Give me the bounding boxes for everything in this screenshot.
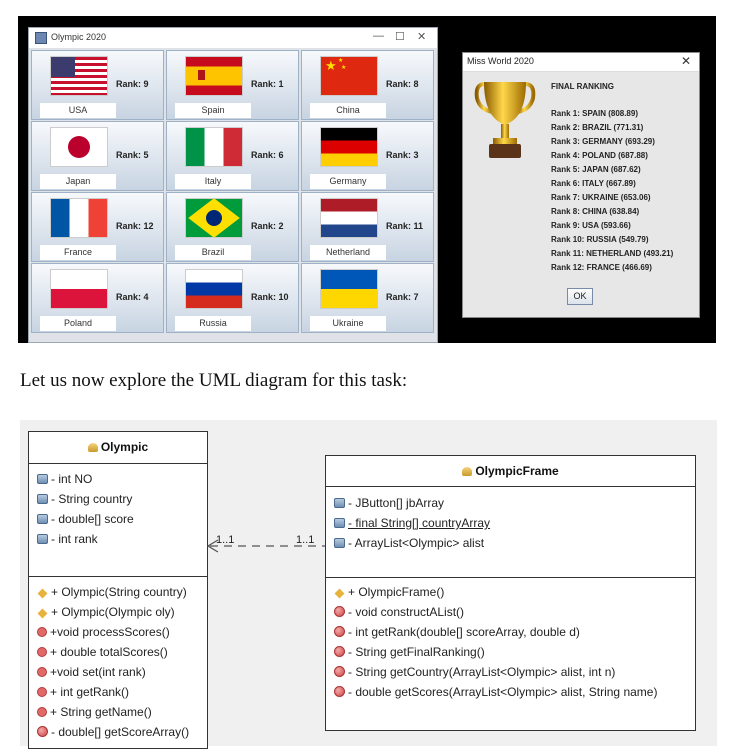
rank-label: Rank: 3 bbox=[386, 150, 419, 160]
uml-diagram bbox=[20, 420, 717, 746]
france-flag-icon bbox=[50, 198, 108, 238]
flag-frame bbox=[316, 196, 380, 242]
country-button-poland[interactable] bbox=[31, 263, 164, 333]
uml-method: + double totalScores() bbox=[37, 645, 168, 659]
class-icon bbox=[462, 467, 472, 476]
olympic-window-title: Olympic 2020 bbox=[51, 32, 107, 42]
flag-frame bbox=[316, 125, 380, 171]
private-method-icon bbox=[334, 666, 345, 677]
olympicframe-class-name: OlympicFrame bbox=[475, 464, 559, 478]
country-label: Ukraine bbox=[310, 316, 386, 331]
private-method-icon bbox=[334, 686, 345, 697]
brazil-flag-icon bbox=[185, 198, 243, 238]
rank-label: Rank: 8 bbox=[386, 79, 419, 89]
flag-frame bbox=[46, 54, 110, 100]
uml-method: +void processScores() bbox=[37, 625, 170, 639]
field-icon bbox=[37, 474, 48, 484]
ranking-line: Rank 7: UKRAINE (653.06) bbox=[551, 193, 651, 202]
uml-field: - ArrayList<Olympic> alist bbox=[334, 536, 484, 550]
constructor-icon bbox=[335, 589, 345, 599]
flag-frame bbox=[181, 267, 245, 313]
olympic-window bbox=[28, 27, 438, 343]
rank-label: Rank: 12 bbox=[116, 221, 154, 231]
field-icon bbox=[334, 498, 345, 508]
private-method-icon bbox=[334, 626, 345, 637]
constructor-icon bbox=[38, 589, 48, 599]
method-icon bbox=[37, 687, 47, 697]
rank-label: Rank: 2 bbox=[251, 221, 284, 231]
germany-flag-icon bbox=[320, 127, 378, 167]
country-button-japan[interactable] bbox=[31, 121, 164, 191]
caption-text: Let us now explore the UML diagram for this task: bbox=[20, 370, 408, 391]
uml-field: - JButton[] jbArray bbox=[334, 496, 444, 510]
uml-field: - final String[] countryArray bbox=[334, 516, 490, 530]
spain-flag-icon bbox=[185, 56, 243, 96]
close-icon[interactable]: ✕ bbox=[680, 54, 691, 68]
country-button-usa[interactable] bbox=[31, 50, 164, 120]
country-button-brazil[interactable] bbox=[166, 192, 299, 262]
country-label: Japan bbox=[40, 174, 116, 189]
private-method-icon bbox=[334, 606, 345, 617]
uml-method: - int getRank(double[] scoreArray, double d) bbox=[334, 625, 580, 639]
olympicframe-class-box bbox=[325, 455, 696, 731]
uml-method: + Olympic(Olympic oly) bbox=[37, 605, 175, 619]
class-icon bbox=[88, 443, 98, 452]
ukraine-flag-icon bbox=[320, 269, 378, 309]
uml-method: - void constructAList() bbox=[334, 605, 464, 619]
uml-method: + Olympic(String country) bbox=[37, 585, 187, 599]
private-method-icon bbox=[334, 646, 345, 657]
method-icon bbox=[37, 707, 47, 717]
uml-method: - double getScores(ArrayList<Olympic> alist, String name) bbox=[334, 685, 657, 699]
flag-frame bbox=[46, 267, 110, 313]
ranking-line: Rank 1: SPAIN (808.89) bbox=[551, 109, 638, 118]
country-button-russia[interactable] bbox=[166, 263, 299, 333]
country-label: Russia bbox=[175, 316, 251, 331]
ranking-line: Rank 2: BRAZIL (771.31) bbox=[551, 123, 644, 132]
maximize-icon[interactable]: ☐ bbox=[395, 31, 405, 43]
rank-label: Rank: 10 bbox=[251, 292, 289, 302]
country-label: Germany bbox=[310, 174, 386, 189]
ranking-line: Rank 5: JAPAN (687.62) bbox=[551, 165, 641, 174]
miss-world-body bbox=[463, 72, 699, 317]
country-label: Brazil bbox=[175, 245, 251, 260]
uml-method: + OlympicFrame() bbox=[334, 585, 444, 599]
country-label: Poland bbox=[40, 316, 116, 331]
ranking-line: Rank 8: CHINA (638.84) bbox=[551, 207, 640, 216]
rank-label: Rank: 1 bbox=[251, 79, 284, 89]
country-button-netherland[interactable] bbox=[301, 192, 434, 262]
ranking-line: Rank 4: POLAND (687.88) bbox=[551, 151, 648, 160]
rank-label: Rank: 5 bbox=[116, 150, 149, 160]
rank-label: Rank: 9 bbox=[116, 79, 149, 89]
uml-field: - String country bbox=[37, 492, 132, 506]
field-icon bbox=[334, 538, 345, 548]
ranking-line: Rank 10: RUSSIA (549.79) bbox=[551, 235, 649, 244]
field-icon bbox=[334, 518, 345, 528]
ranking-line: Rank 11: NETHERLAND (493.21) bbox=[551, 249, 674, 258]
country-label: Italy bbox=[175, 174, 251, 189]
field-icon bbox=[37, 494, 48, 504]
method-icon bbox=[37, 667, 47, 677]
uml-method: - double[] getScoreArray() bbox=[37, 725, 189, 739]
flag-frame bbox=[181, 54, 245, 100]
country-label: Netherland bbox=[310, 245, 386, 260]
olympicframe-separator-2 bbox=[326, 577, 695, 578]
close-icon[interactable]: ✕ bbox=[417, 31, 427, 43]
uml-method: - String getFinalRanking() bbox=[334, 645, 485, 659]
usa-flag-icon bbox=[50, 56, 108, 96]
constructor-icon bbox=[38, 609, 48, 619]
rank-label: Rank: 11 bbox=[386, 221, 424, 231]
java-app-icon bbox=[35, 32, 47, 44]
flag-frame bbox=[316, 54, 380, 100]
flag-frame bbox=[46, 196, 110, 242]
olympic-class-name: Olympic bbox=[100, 440, 149, 454]
country-button-china[interactable] bbox=[301, 50, 434, 120]
ranking-line: Rank 9: USA (593.66) bbox=[551, 221, 631, 230]
olympic-titlebar bbox=[29, 28, 437, 48]
country-button-spain[interactable] bbox=[166, 50, 299, 120]
miss-world-titlebar bbox=[463, 53, 699, 72]
country-button-italy[interactable] bbox=[166, 121, 299, 191]
field-icon bbox=[37, 534, 48, 544]
rank-label: Rank: 7 bbox=[386, 292, 419, 302]
poland-flag-icon bbox=[50, 269, 108, 309]
uml-field: - int NO bbox=[37, 472, 92, 486]
method-icon bbox=[37, 647, 47, 657]
uml-field: - double[] score bbox=[37, 512, 134, 526]
japan-flag-icon bbox=[50, 127, 108, 167]
right-multiplicity: 1..1 bbox=[296, 534, 315, 546]
flag-frame bbox=[46, 125, 110, 171]
uml-method: - String getCountry(ArrayList<Olympic> alist, int n) bbox=[334, 665, 615, 679]
final-ranking-heading: FINAL RANKING bbox=[551, 82, 614, 91]
star-icon: ★ bbox=[325, 58, 337, 73]
rank-label: Rank: 4 bbox=[116, 292, 149, 302]
miss-world-dialog bbox=[462, 52, 700, 318]
uml-field: - int rank bbox=[37, 532, 98, 546]
rank-label: Rank: 6 bbox=[251, 150, 284, 160]
uml-method: + String getName() bbox=[37, 705, 152, 719]
private-method-icon bbox=[37, 726, 48, 737]
flag-frame bbox=[316, 267, 380, 313]
flag-frame bbox=[181, 196, 245, 242]
china-flag-icon: ★ ★ ★ bbox=[320, 56, 378, 96]
trophy-icon bbox=[473, 78, 537, 164]
country-label: Spain bbox=[175, 103, 251, 118]
miss-world-title: Miss World 2020 bbox=[467, 56, 534, 66]
ok-button[interactable]: OK bbox=[567, 288, 593, 305]
flag-frame bbox=[181, 125, 245, 171]
russia-flag-icon bbox=[185, 269, 243, 309]
field-icon bbox=[37, 514, 48, 524]
method-icon bbox=[37, 627, 47, 637]
country-label: China bbox=[310, 103, 386, 118]
olympic-separator-2 bbox=[29, 576, 207, 577]
olympic-class-header bbox=[29, 440, 207, 454]
ranking-line: Rank 3: GERMANY (693.29) bbox=[551, 137, 655, 146]
country-label: France bbox=[40, 245, 116, 260]
olympicframe-class-header bbox=[326, 464, 695, 478]
country-button-ukraine[interactable] bbox=[301, 263, 434, 333]
ranking-line: Rank 6: ITALY (667.89) bbox=[551, 179, 636, 188]
olympic-class-box bbox=[28, 431, 208, 749]
country-button-germany[interactable] bbox=[301, 121, 434, 191]
olympic-separator-1 bbox=[29, 463, 207, 464]
olympicframe-separator-1 bbox=[326, 486, 695, 487]
left-multiplicity: 1..1 bbox=[216, 534, 235, 546]
country-label: USA bbox=[40, 103, 116, 118]
country-button-france[interactable] bbox=[31, 192, 164, 262]
italy-flag-icon bbox=[185, 127, 243, 167]
uml-method: +void set(int rank) bbox=[37, 665, 146, 679]
uml-method: + int getRank() bbox=[37, 685, 129, 699]
netherland-flag-icon bbox=[320, 198, 378, 238]
minimize-icon[interactable]: — bbox=[373, 30, 384, 42]
ranking-line: Rank 12: FRANCE (466.69) bbox=[551, 263, 652, 272]
